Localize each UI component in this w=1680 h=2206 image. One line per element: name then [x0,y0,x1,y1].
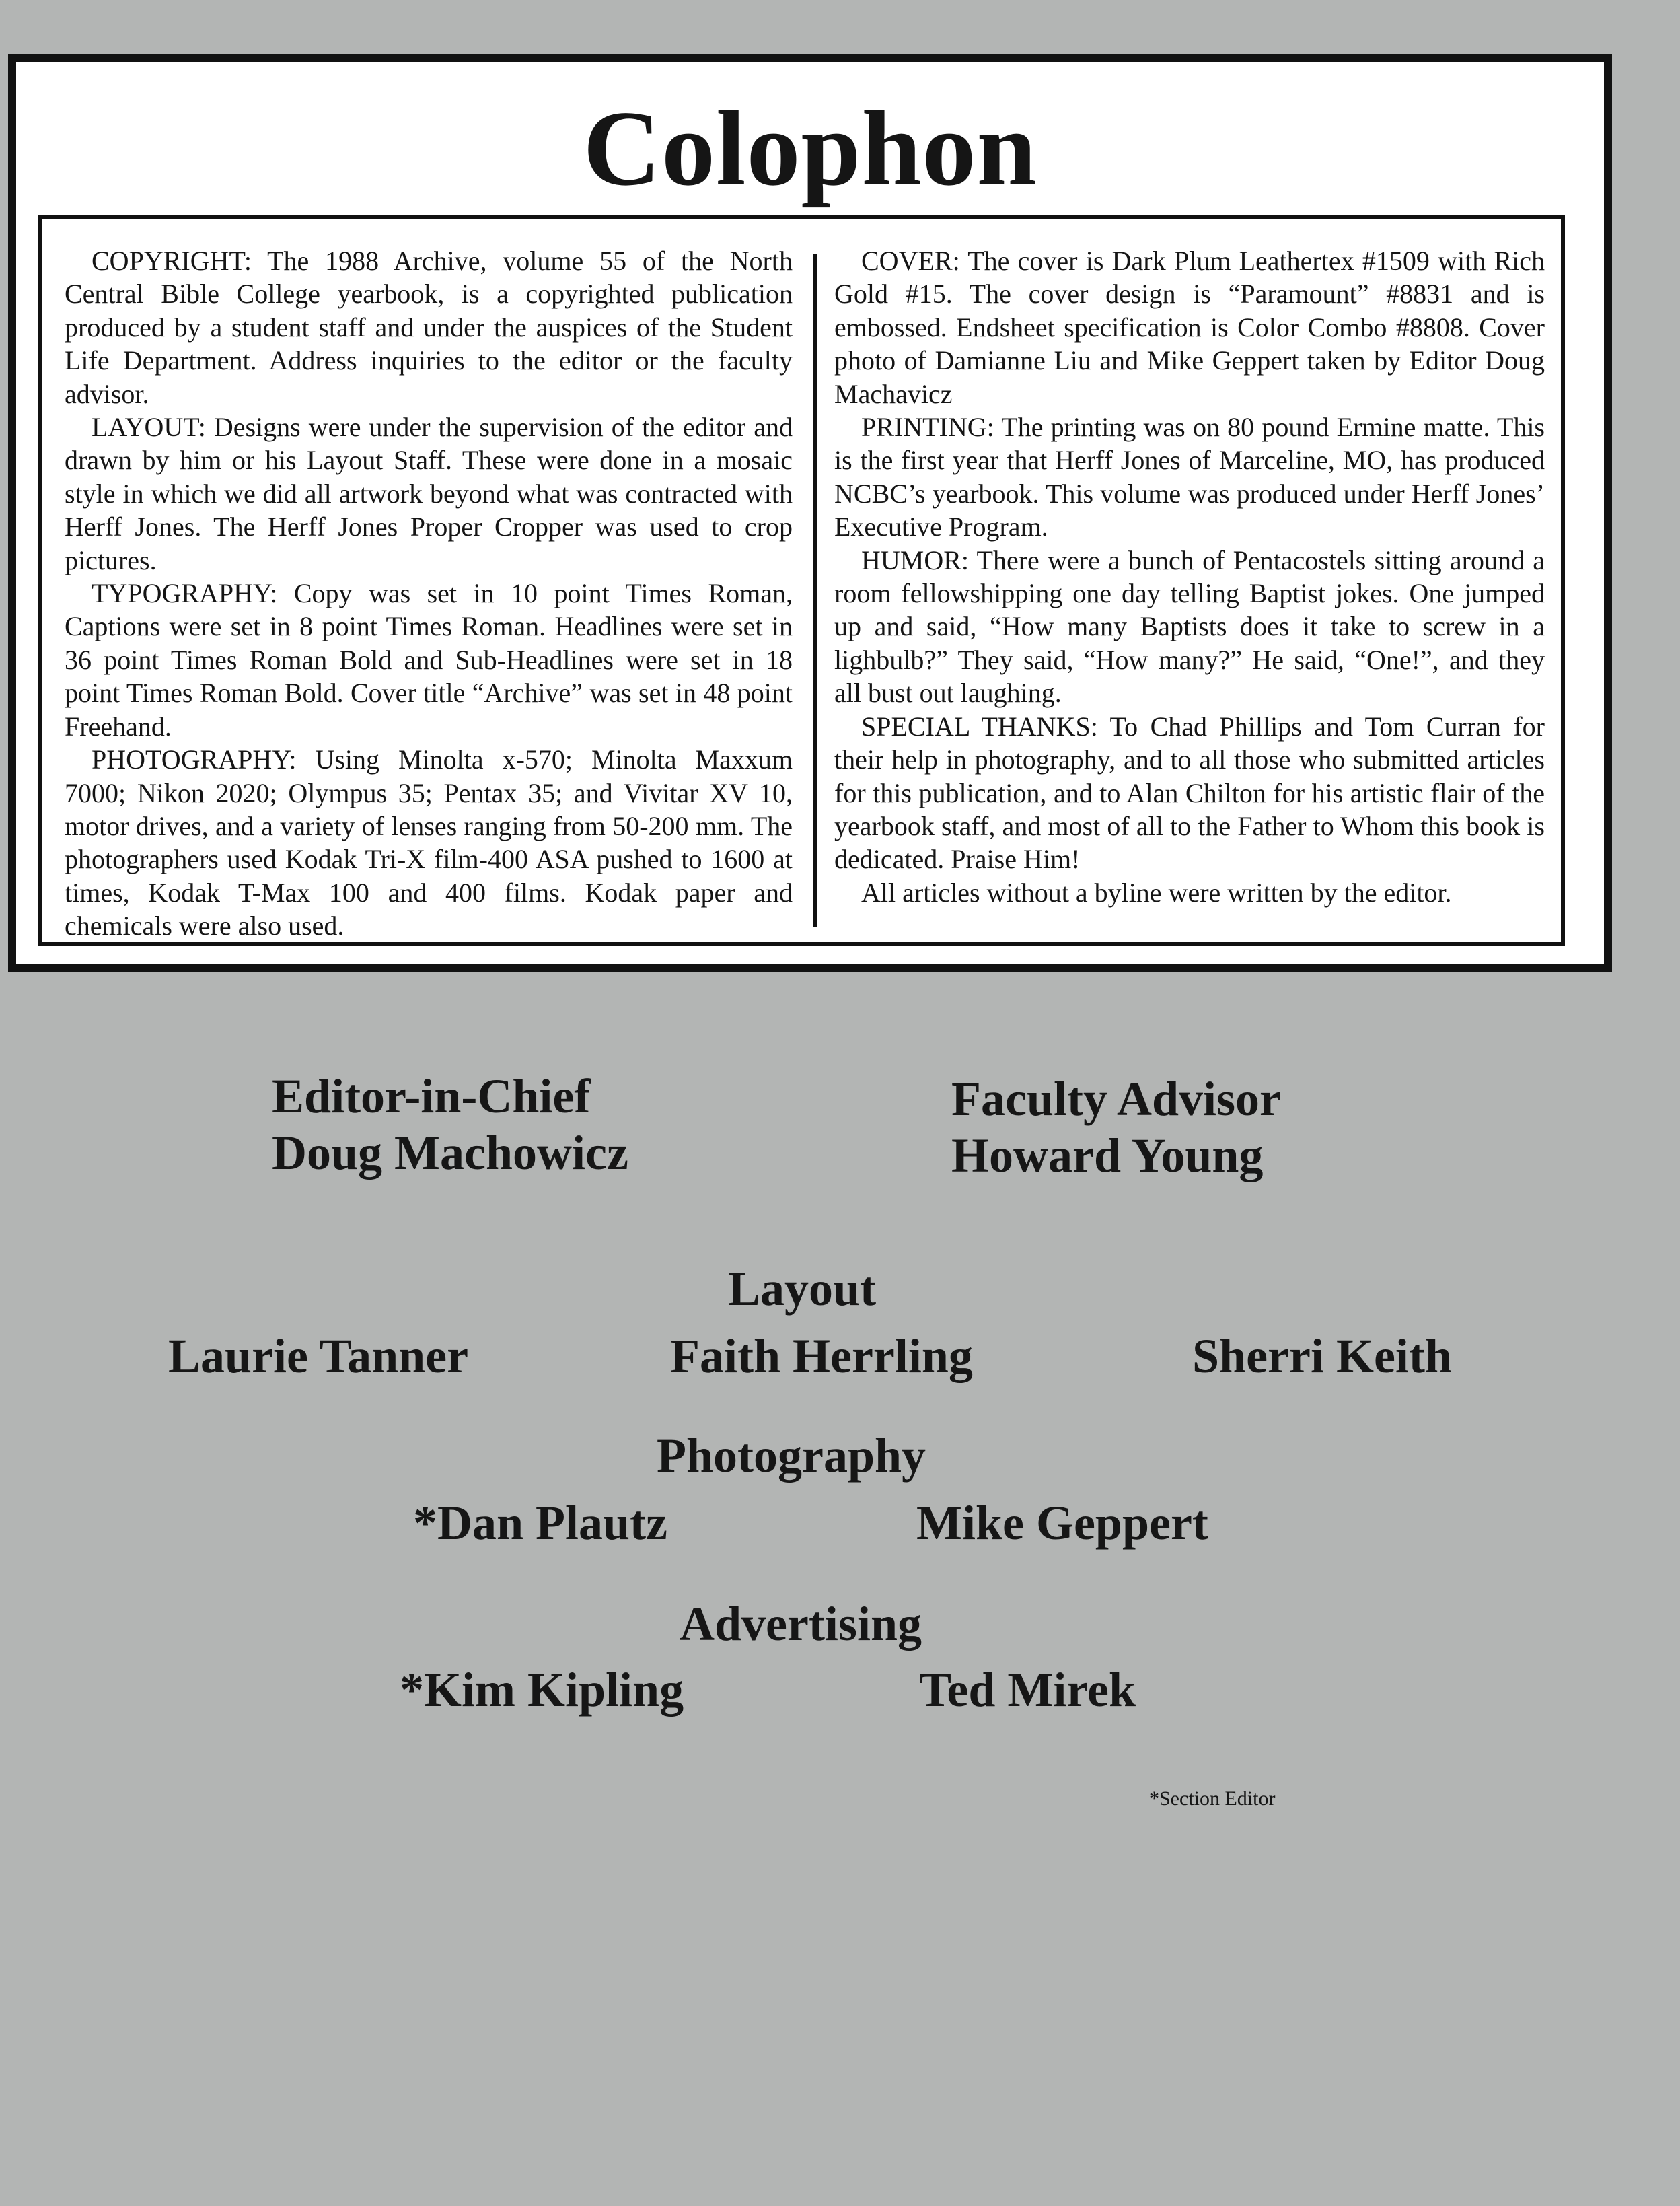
editor-in-chief-name: Doug Machowicz [272,1126,628,1180]
colophon-text-box [38,215,1565,946]
faculty-advisor-heading: Faculty Advisor [951,1072,1282,1126]
editor-in-chief-heading: Editor-in-Chief [272,1069,591,1123]
layout-staff-name: Faith Herrling [670,1329,973,1383]
faculty-advisor-name: Howard Young [951,1129,1264,1182]
special-thanks-paragraph: SPECIAL THANKS: To Chad Phillips and Tom Curran for their help in photography, and to all those who submitted articles for this publication, and to Alan Chilton for his artistic flair of the yearbook staff, and most of all to the Father to Whom this book is dedicated. Praise Him! [834,711,1545,875]
layout-paragraph: LAYOUT: Designs were under the supervision of the editor and drawn by him or his Layout Staff. These were done in a mosaic style in which we did all artwork beyond what was contracted with Herff Jones. The Herff Jones Proper Cropper was used to crop pictures. [65,412,793,575]
printing-paragraph: PRINTING: The printing was on 80 pound Ermine matte. This is the first year that Herff Jones of Marceline, MO, has produced NCBC’s yearbook. This volume was produced under Herff Jones’ Executive Program. [834,412,1545,542]
byline-note-paragraph: All articles without a byline were written by the editor. [861,877,1452,908]
column-divider [813,254,817,927]
advertising-staff-name: Ted Mirek [919,1663,1136,1717]
layout-staff-name: Sherri Keith [1192,1329,1452,1383]
advertising-heading: Advertising [680,1597,922,1651]
layout-staff-name: Laurie Tanner [168,1329,469,1383]
photography-heading: Photography [657,1429,926,1483]
advertising-staff-name: *Kim Kipling [400,1663,684,1717]
photography-staff-name: *Dan Plautz [413,1496,667,1550]
layout-heading: Layout [728,1262,877,1316]
humor-paragraph: HUMOR: There were a bunch of Pentacostels sitting around a room fellowshipping one day telling Baptist jokes. One jumped up and said, “How many Baptists does it take to screw in a lighbulb?” They said, “How many?” He said, “One!”, and they all bust out laughing. [834,544,1545,709]
colophon-left-column [65,244,793,943]
photography-staff-name: Mike Geppert [916,1496,1208,1550]
colophon-right-column [834,244,1545,909]
colophon-box [8,54,1612,972]
cover-paragraph: COVER: The cover is Dark Plum Leathertex #1509 with Rich Gold #15. The cover design is “Paramount” #8831 and is embossed. Endsheet specification is Color Combo #8808. Cover photo of Damianne Liu and Mike Geppert taken by Editor Doug Machavicz [834,246,1545,409]
copyright-paragraph: COPYRIGHT: The 1988 Archive, volume 55 of the North Central Bible College yearbook, is a copyrighted publication produced by a student staff and under the auspices of the Student Life Department. Address inquiries to the editor or the faculty advisor. [65,246,793,409]
photography-paragraph: PHOTOGRAPHY: Using Minolta x-570; Minolta Maxxum 7000; Nikon 2020; Olympus 35; Pentax 35; and Vivitar XV 10, motor drives, and a variety of lenses ranging from 50-200 mm. The photographers used Kodak Tri-X film-400 ASA pushed to 1600 at times, Kodak T-Max 100 and 400 films. Kodak paper and chemicals were also used. [65,744,793,941]
typography-paragraph: TYPOGRAPHY: Copy was set in 10 point Times Roman, Captions were set in 8 point Times Roman. Headlines were set in 36 point Times Roman Bold and Sub-Headlines were set in 18 point Times Roman Bold. Cover title “Archive” was set in 48 point Freehand. [65,578,793,742]
section-editor-footnote: *Section Editor [1149,1787,1276,1810]
page-title: Colophon [583,88,1037,208]
